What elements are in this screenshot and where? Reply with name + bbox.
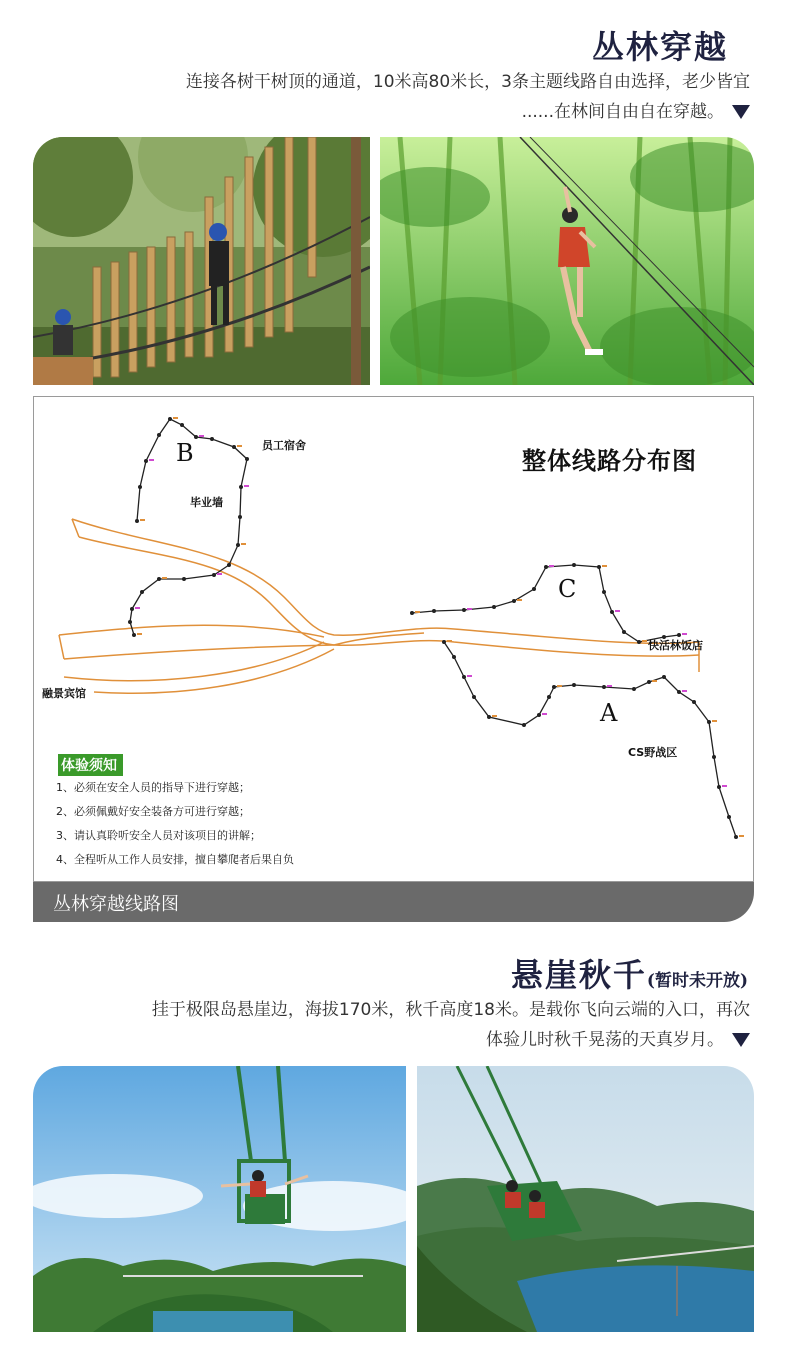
route-marker <box>557 685 562 687</box>
section2-desc-line2-text: 体验儿时秋千晃荡的天真岁月。 <box>486 1030 724 1050</box>
route-station-dot <box>727 815 731 819</box>
route-map <box>33 396 754 882</box>
section1-desc-line1: 连接各树干树顶的通道，10米高80米长，3条主题线路自由选择，老少皆宜 <box>185 72 750 92</box>
treetop-course-photo <box>33 137 370 385</box>
route-station-dot <box>157 433 161 437</box>
map-title: 整体线路分布图 <box>522 447 697 475</box>
bamboo-zipline-photo <box>380 137 754 385</box>
map-footer <box>33 882 754 922</box>
route-marker <box>682 633 687 635</box>
route-marker <box>415 611 420 613</box>
route-station-dot <box>236 543 240 547</box>
section2-title-row <box>511 950 748 996</box>
route-station-dot <box>128 620 132 624</box>
label-staff-dorm: 员工宿舍 <box>262 439 306 452</box>
route-station-dot <box>462 675 466 679</box>
notice-title: 体验须知 <box>58 754 123 776</box>
route-station-dot <box>442 640 446 644</box>
cliff-swing-photo-1 <box>33 1066 406 1332</box>
route-station-dot <box>547 695 551 699</box>
route-station-dot <box>157 577 161 581</box>
route-marker <box>722 785 727 787</box>
route-station-dot <box>632 687 636 691</box>
route-station-dot <box>239 485 243 489</box>
route-marker <box>149 459 154 461</box>
route-marker <box>237 445 242 447</box>
route-station-dot <box>182 577 186 581</box>
route-station-dot <box>210 437 214 441</box>
route-marker <box>135 607 140 609</box>
route-marker <box>607 685 612 687</box>
route-marker <box>615 610 620 612</box>
map-footer-label: 丛林穿越线路图 <box>53 894 179 915</box>
route-station-dot <box>238 515 242 519</box>
route-station-dot <box>452 655 456 659</box>
route-station-dot <box>232 445 236 449</box>
route-marker <box>199 435 204 437</box>
route-marker <box>542 713 547 715</box>
route-station-dot <box>552 685 556 689</box>
route-station-dot <box>227 563 231 567</box>
route-station-dot <box>537 713 541 717</box>
route-station-dot <box>572 563 576 567</box>
route-station-dot <box>132 633 136 637</box>
section2-title-note: (暂时未开放) <box>646 971 748 991</box>
notice-item-3: 3、请认真聆听安全人员对该项目的讲解； <box>56 829 261 842</box>
route-station-dot <box>135 519 139 523</box>
route-marker <box>549 565 554 567</box>
route-b-letter: B <box>176 439 194 467</box>
label-cs: CS野战区 <box>628 746 678 759</box>
route-station-dot <box>647 680 651 684</box>
route-marker <box>162 577 167 579</box>
route-marker <box>217 573 222 575</box>
route-station-dot <box>610 610 614 614</box>
route-station-dot <box>512 599 516 603</box>
route-c-letter: C <box>558 575 577 603</box>
label-grad-wall: 毕业墙 <box>190 496 223 509</box>
notice-item-2: 2、必须佩戴好安全装备方可进行穿越； <box>56 805 250 818</box>
route-station-dot <box>707 720 711 724</box>
route-a-letter: A <box>600 699 618 727</box>
section2-desc-line1: 挂于极限岛悬崖边，海拔170米，秋千高度18米。是载你飞向云端的入口，再次 <box>151 1000 750 1020</box>
route-station-dot <box>692 700 696 704</box>
route-marker <box>447 640 452 642</box>
route-station-dot <box>662 675 666 679</box>
route-station-dot <box>138 485 142 489</box>
route-marker <box>244 485 249 487</box>
down-triangle-icon <box>732 1033 750 1047</box>
section1-desc-line2-text: ......在林间自由自在穿越。 <box>521 102 724 122</box>
route-station-dot <box>597 565 601 569</box>
route-station-dot <box>130 607 134 611</box>
route-station-dot <box>144 459 148 463</box>
route-marker <box>517 599 522 601</box>
route-station-dot <box>602 590 606 594</box>
route-station-dot <box>717 785 721 789</box>
route-station-dot <box>472 695 476 699</box>
route-marker <box>241 543 246 545</box>
cliff-swing-photo-2 <box>417 1066 754 1332</box>
route-marker <box>682 690 687 692</box>
route-station-dot <box>677 690 681 694</box>
route-station-dot <box>487 715 491 719</box>
route-station-dot <box>544 565 548 569</box>
route-station-dot <box>572 683 576 687</box>
route-marker <box>492 715 497 717</box>
route-station-dot <box>637 640 641 644</box>
route-marker <box>652 680 657 682</box>
route-station-dot <box>492 605 496 609</box>
section2-title: 悬崖秋千 <box>510 956 647 994</box>
route-station-dot <box>140 590 144 594</box>
section2-desc-line2 <box>486 1026 750 1055</box>
route-station-dot <box>245 457 249 461</box>
route-station-dot <box>212 573 216 577</box>
notice-item-4: 4、全程听从工作人员安排，擅自攀爬者后果自负 <box>56 853 294 866</box>
route-station-dot <box>180 423 184 427</box>
route-station-dot <box>410 611 414 615</box>
route-station-dot <box>622 630 626 634</box>
route-marker <box>642 640 647 642</box>
notice-item-1: 1、必须在安全人员的指导下进行穿越； <box>56 781 250 794</box>
label-hotel: 融景宾馆 <box>42 687 86 700</box>
route-station-dot <box>432 609 436 613</box>
route-marker <box>712 720 717 722</box>
route-marker <box>140 519 145 521</box>
route-station-dot <box>462 608 466 612</box>
route-marker <box>173 417 178 419</box>
route-marker <box>137 633 142 635</box>
route-station-dot <box>522 723 526 727</box>
label-shop: 快活林饭店 <box>648 639 703 652</box>
route-station-dot <box>168 417 172 421</box>
route-station-dot <box>734 835 738 839</box>
route-marker <box>739 835 744 837</box>
section1-desc-line2 <box>522 98 750 127</box>
down-triangle-icon <box>732 105 750 119</box>
route-station-dot <box>194 435 198 439</box>
route-station-dot <box>532 587 536 591</box>
route-marker <box>467 675 472 677</box>
route-station-dot <box>712 755 716 759</box>
route-station-dot <box>602 685 606 689</box>
section1-title: 丛林穿越 <box>591 28 728 66</box>
route-marker <box>467 608 472 610</box>
route-marker <box>602 565 607 567</box>
